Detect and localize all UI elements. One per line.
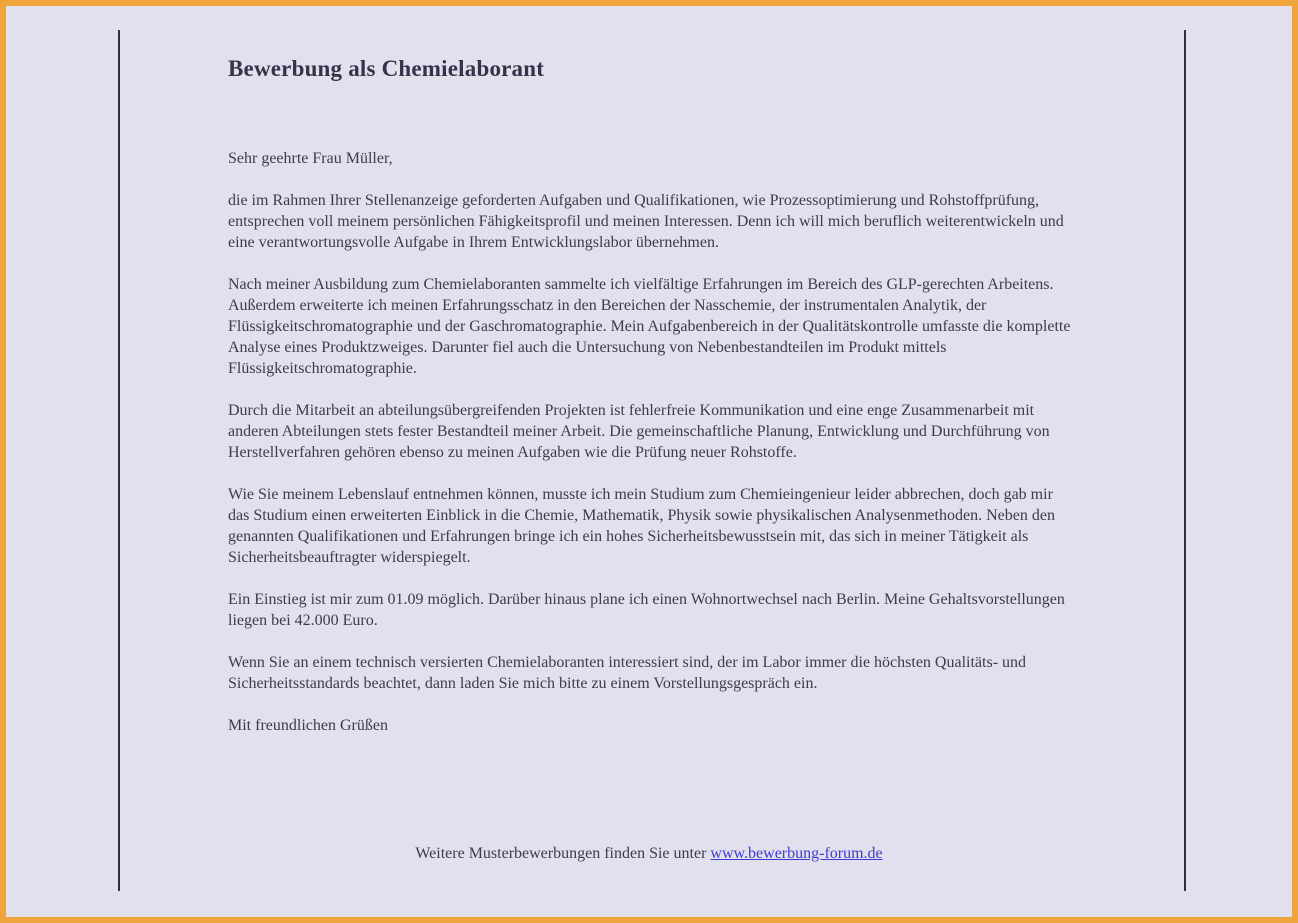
footer-text: Weitere Musterbewerbungen finden Sie unter: [415, 845, 707, 862]
footer: [6, 845, 1292, 863]
right-margin-rule: [1184, 30, 1186, 891]
paragraph-4: Wie Sie meinem Lebenslauf entnehmen können, musste ich mein Studium zum Chemieingenieur leider abbrechen, doch gab mir das Studium einen erweiterten Einblick in die Chemie, Mathematik, Physik sowie physikalischen Analysenmethoden. Neben den genannten Qualifikationen und Erfahrungen bringe ich ein hohes Sicherheitsbewusstsein mit, das sich in meiner Tätigkeit als Sicherheitsbeauftragter widerspiegelt.: [228, 486, 1055, 566]
paragraph-2: Nach meiner Ausbildung zum Chemielaboranten sammelte ich vielfältige Erfahrungen im Bereich des GLP-gerechten Arbeitens. Außerdem erweiterte ich meinen Erfahrungsschatz in den Bereichen der Nasschemie, der instrumentalen Analytik, der Flüssigkeitschromatographie und der Gaschromatographie. Mein Aufgabenbereich in der Qualitätskontrolle umfasste die komplette Analyse eines Produktzweiges. Darunter fiel auch die Untersuchung von Nebenbestandteilen im Produkt mittels Flüssigkeitschromatographie.: [228, 276, 1071, 377]
letter-title: Bewerbung als Chemielaborant: [228, 56, 545, 81]
paragraph-6: Wenn Sie an einem technisch versierten Chemielaboranten interessiert sind, der im Labor immer die höchsten Qualitäts- und Sicherheitsstandards beachtet, dann laden Sie mich bitte zu einem Vorstellungsgespräch ein.: [228, 654, 1027, 692]
footer-link[interactable]: www.bewerbung-forum.de: [710, 845, 883, 862]
paragraph-3: Durch die Mitarbeit an abteilungsübergreifenden Projekten ist fehlerfreie Kommunikation und eine enge Zusammenarbeit mit anderen Abteilungen stets fester Bestandteil meiner Arbeit. Die gemeinschaftliche Planung, Entwicklung und Durchführung von Herstellverfahren gehören ebenso zu meinen Aufgaben wie die Prüfung neuer Rohstoffe.: [228, 402, 1050, 461]
closing: Mit freundlichen Grüßen: [228, 717, 388, 734]
letter-body: [228, 148, 1074, 736]
paragraph-5: Ein Einstieg ist mir zum 01.09 möglich. Darüber hinaus plane ich einen Wohnortwechsel nach Berlin. Meine Gehaltsvorstellungen liegen bei 42.000 Euro.: [228, 591, 1065, 629]
paragraph-1: die im Rahmen Ihrer Stellenanzeige geforderten Aufgaben und Qualifikationen, wie Prozessoptimierung und Rohstoffprüfung, entsprechen voll meinem persönlichen Fähigkeitsprofil und meinen Interessen. Denn ich will mich beruflich weiterentwickeln und eine verantwortungsvolle Aufgabe in Ihrem Entwicklungslabor übernehmen.: [228, 192, 1064, 251]
letter-content: [228, 56, 1074, 757]
salutation: Sehr geehrte Frau Müller,: [228, 150, 393, 167]
left-margin-rule: [118, 30, 120, 891]
